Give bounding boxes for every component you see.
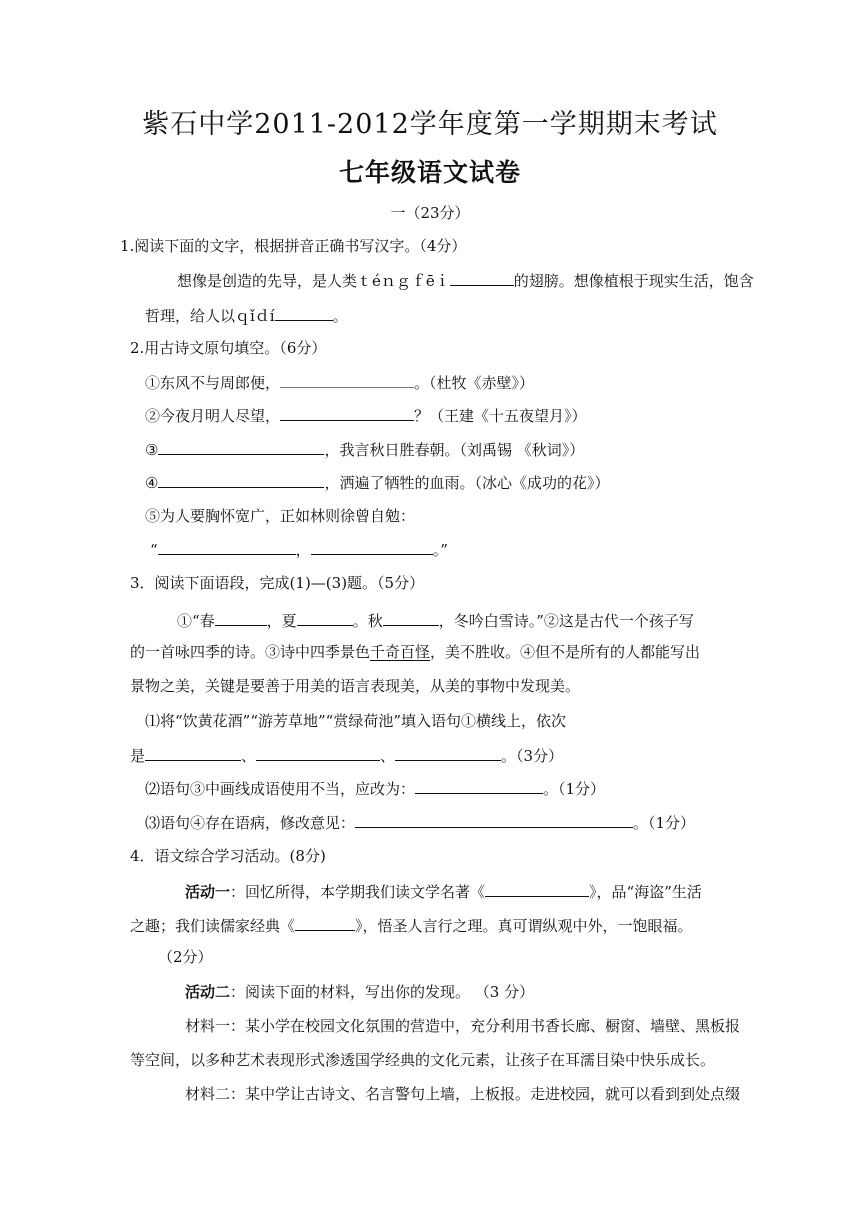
q1-blank-1[interactable] bbox=[450, 270, 514, 286]
q3-sub3-blank[interactable] bbox=[355, 812, 633, 828]
q3-sub1-blank-1[interactable] bbox=[145, 745, 241, 761]
q4-activity1-line1: 活动一：回忆所得，本学期我们读文学名著《 》，品“海盗”生活 bbox=[185, 883, 702, 901]
q3-sub1-blank-2[interactable] bbox=[256, 745, 380, 761]
q3-para-line2: 的一首咏四季的诗。③诗中四季景色千奇百怪，美不胜收。④但不是所有的人都能写出 bbox=[130, 643, 701, 661]
q4-stem: 4．语文综合学习活动。(8分) bbox=[130, 847, 326, 865]
q3-para-line1: ①“春 ，夏 。秋 ，冬吟白雪诗。”②这是古代一个孩子写 bbox=[177, 612, 694, 630]
q2-item-2: ②今夜月明人尽望， ？（王建《十五夜望月》） bbox=[145, 407, 587, 425]
q2-item-3: ③ ，我言秋日胜春朝。（刘禹锡 《秋词》） bbox=[145, 441, 585, 459]
q4-activity2: 活动二：阅读下面的材料，写出你的发现。 （3 分） bbox=[185, 983, 535, 1001]
q3-sub2-blank[interactable] bbox=[415, 778, 543, 794]
activity2-label: 活动二 bbox=[185, 983, 231, 1001]
material1-line2: 等空间，以多种艺术表现形式渗透国学经典的文化元素，让孩子在耳濡目染中快乐成长。 bbox=[130, 1051, 716, 1069]
q3-blank-summer[interactable] bbox=[297, 610, 353, 626]
q3-para-line3: 景物之美，关键是要善于用美的语言表现美，从美的事物中发现美。 bbox=[130, 677, 581, 695]
q2-item-5: ⑤为人要胸怀宽广，正如林则徐曾自勉： bbox=[145, 507, 416, 525]
section-heading: 一（23分） bbox=[390, 204, 470, 222]
q2-item-4: ④ ，洒遍了牺牲的血雨。（冰心《成功的花》） bbox=[145, 474, 610, 492]
q2-stem: 2.用古诗文原句填空。（6分） bbox=[130, 339, 327, 357]
material1-line1: 材料一：某小学在校园文化氛围的营造中，充分利用书香长廊、橱窗、墙壁、黑板报 bbox=[185, 1017, 741, 1035]
q2-blank-3[interactable] bbox=[158, 439, 324, 455]
q2-blank-1[interactable] bbox=[280, 372, 414, 388]
q3-stem: 3．阅读下面语段，完成(1)—(3)题。（5分） bbox=[130, 574, 425, 592]
q3-underlined-idiom: 千奇百怪 bbox=[370, 643, 431, 661]
q3-blank-spring[interactable] bbox=[215, 610, 267, 626]
q4-blank-classic[interactable] bbox=[295, 915, 355, 931]
q2-item-1: ①东风不与周郎便， 。（杜牧《赤壁》） bbox=[145, 374, 535, 392]
q1-blank-2[interactable] bbox=[275, 305, 333, 321]
q2-blank-4[interactable] bbox=[158, 472, 324, 488]
activity1-label: 活动一 bbox=[185, 883, 231, 901]
q2-blank-2[interactable] bbox=[280, 405, 414, 421]
q2-item-5-blanks: “ ， 。” bbox=[150, 541, 448, 559]
material2-line1: 材料二：某中学让古诗文、名言警句上墙，上板报。走进校园，就可以看到到处点缀 bbox=[185, 1085, 741, 1103]
q3-sub1-line2: 是 、 、 。（3分） bbox=[130, 747, 564, 765]
q3-sub2: ⑵语句③中画线成语使用不当，应改为： 。（1分） bbox=[145, 780, 606, 798]
q3-sub1-line1: ⑴将“饮黄花酒”“游芳草地”“赏绿荷池”填入语句①横线上，依次 bbox=[145, 712, 567, 730]
q1-line1: 想像是创造的先导，是人类ｔéｎｇｆēｉ 的翅膀。想像植根于现实生活，饱含 bbox=[177, 272, 754, 290]
q1-stem: 1.阅读下面的文字，根据拼音正确书写汉字。（4分） bbox=[120, 237, 467, 255]
q3-sub3: ⑶语句④存在语病，修改意见： 。（1分） bbox=[145, 814, 696, 832]
q2-blank-6[interactable] bbox=[311, 539, 433, 555]
q1-line2: 哲理，给人以ｑǐｄí 。 bbox=[145, 307, 348, 325]
q3-sub1-blank-3[interactable] bbox=[395, 745, 501, 761]
paper-title: 七年级语文试卷 bbox=[338, 158, 521, 187]
q4-activity1-line2: 之趣；我们读儒家经典《 》，悟圣人言行之理。真可谓纵观中外，一饱眼福。 bbox=[130, 917, 693, 935]
q4-blank-novel[interactable] bbox=[485, 881, 589, 897]
school-title: 紫石中学2011-2012学年度第一学期期末考试 bbox=[142, 109, 718, 140]
q3-blank-autumn[interactable] bbox=[383, 610, 439, 626]
q2-blank-5[interactable] bbox=[158, 539, 296, 555]
q4-activity1-score: （2分） bbox=[158, 948, 213, 966]
